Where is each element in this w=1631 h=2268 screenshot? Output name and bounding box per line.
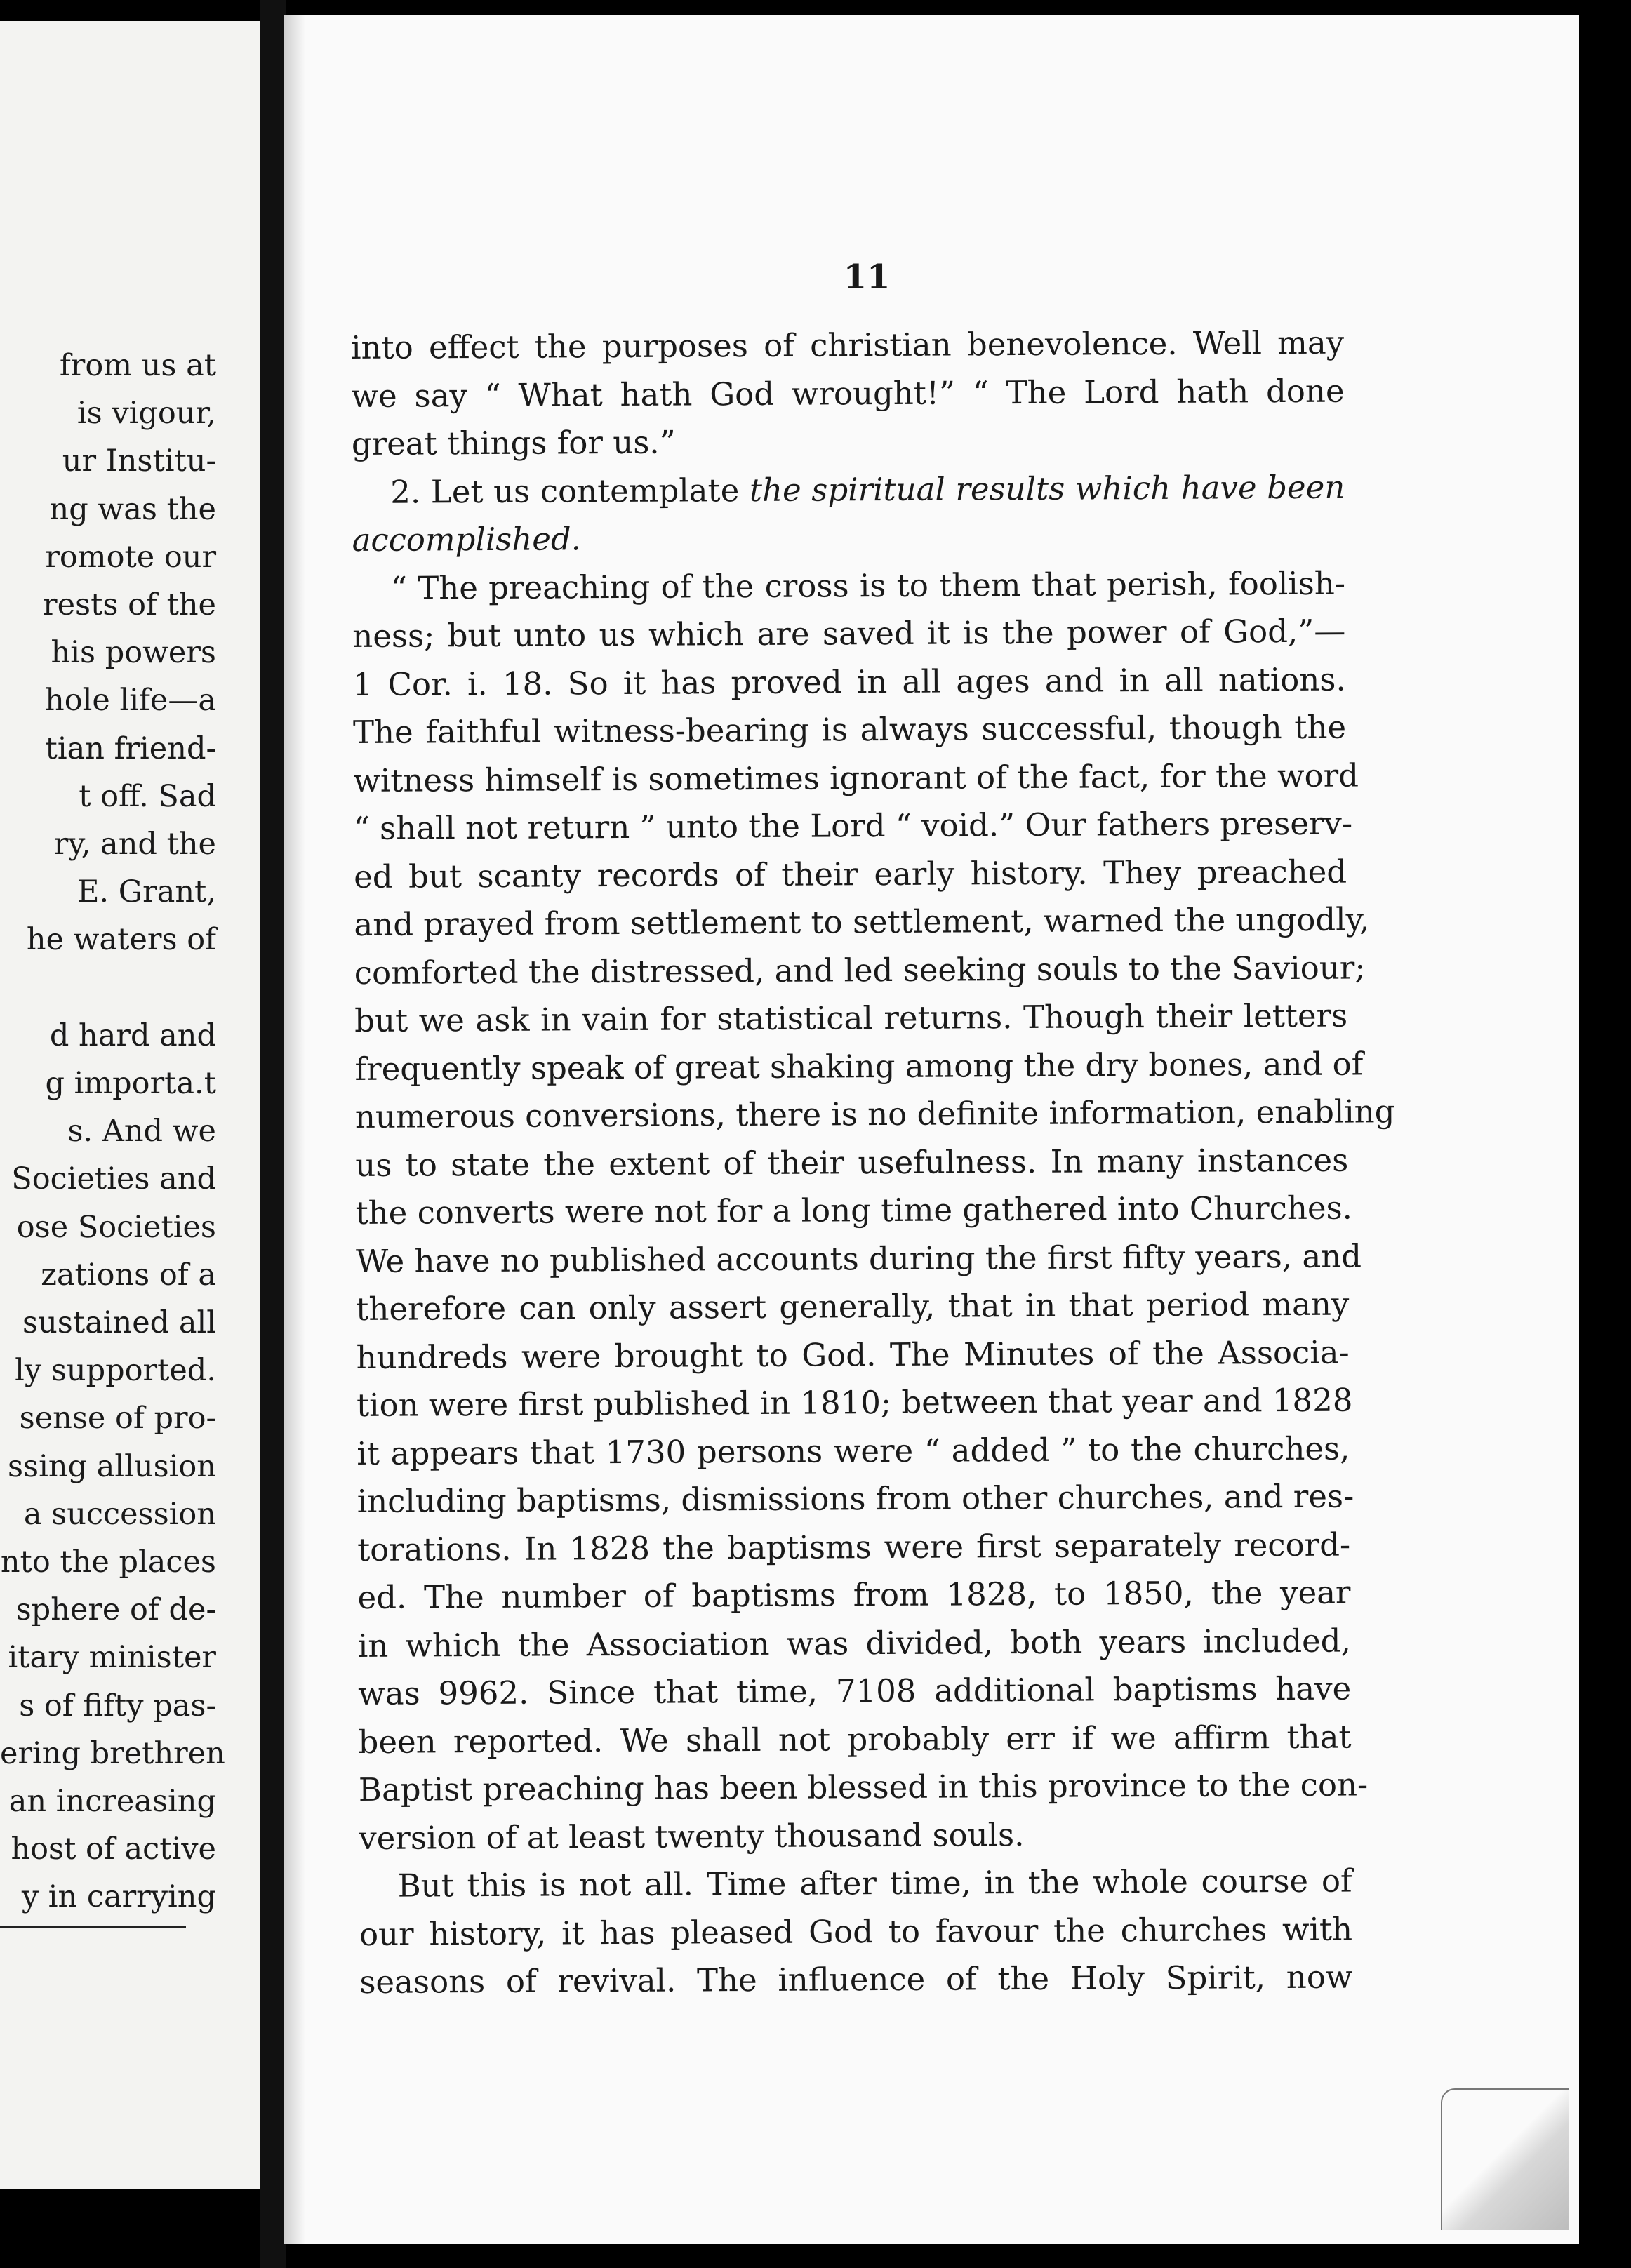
left-page-line: d hard and [49,1018,216,1053]
text-run: seasons of revival. The influence of the Holy Spirit, now [359,1958,1353,2001]
text-run: into effect the purposes of christian benevolence. Well may [351,323,1345,366]
left-page-line: ly supported. [15,1353,216,1389]
left-page-line: an increasing [8,1784,216,1819]
left-page-line: t off. Sad [79,778,216,814]
text-line [352,608,1345,661]
text-line [358,1713,1351,1766]
page-curl [1441,2088,1569,2230]
text-line [352,463,1345,516]
left-page-line: host of active [11,1832,216,1867]
text-line [357,1425,1350,1478]
book-gutter [260,0,286,2268]
text-line [356,1281,1349,1334]
text-run: But this is not all. Time after time, in the whole course of [397,1862,1352,1905]
text-line [353,752,1359,805]
text-line [358,1665,1351,1719]
left-page-line: ering brethren [0,1735,225,1771]
text-line [355,1232,1362,1286]
text-line [354,1040,1364,1093]
left-page-line: Societies and [11,1161,216,1197]
left-page-line: ur Institu- [62,443,216,479]
left-page-line: s. And we [67,1114,216,1149]
left-page-line: is vigour, [76,396,216,432]
left-page-line: ng was the [49,491,216,527]
left-page-line: from us at [59,348,216,383]
text-line [354,992,1347,1046]
text-run: witness himself is sometimes ignorant of the fact, for the word [353,756,1359,799]
text-run: we say “ What hath God wrought!” “ The Lord hath done [351,372,1345,415]
text-run: version of at least twenty thousand souls. [359,1815,1025,1857]
text-line [351,367,1344,420]
left-page [0,21,260,2189]
text-run: been reported. We shall not probably err if we affirm that [358,1718,1352,1761]
text-run: The faithful witness-bearing is always successful, though the [352,708,1347,751]
text-run: ness; but unto us which are saved it is the power of God,”— [352,612,1346,655]
text-run: our history, it has pleased God to favour the churches with [359,1910,1353,1953]
left-page-line: y in carrying [21,1879,216,1915]
text-line [357,1569,1350,1622]
text-run: ed but scanty records of their early history. They preached [353,853,1347,895]
right-page [284,15,1579,2244]
left-page-line: zations of a [41,1257,216,1293]
text-run: including baptisms, dismissions from other churches, and res- [357,1477,1354,1520]
left-page-line: ry, and the [53,827,216,862]
text-line [354,944,1366,997]
text-line [352,512,1345,565]
text-line [352,415,1345,469]
left-page-line: nto the places [0,1545,216,1580]
text-line [359,1809,1352,1862]
section-rule [0,1926,186,1928]
left-page-line: a succession [23,1496,216,1532]
text-run: numerous conversions, there is no definite information, enabling [354,1093,1395,1135]
left-page-line: hole life—a [45,683,216,719]
gutter-shadow [284,15,305,2244]
left-page-line: g importa.t [45,1066,216,1101]
text-run: tion were first published in 1810; between that year and 1828 [356,1381,1353,1424]
text-run: but we ask in vain for statistical returns. Though their letters [354,996,1348,1039]
left-page-line: itary minister [8,1640,216,1676]
text-line [357,1473,1354,1526]
text-line [353,655,1346,709]
text-run: comforted the distressed, and led seeking souls to the Saviour; [354,948,1366,992]
left-page-line: romote our [45,539,216,575]
text-line [359,1905,1352,1959]
left-page-line: he waters of [26,922,216,958]
text-run: ed. The number of baptisms from 1828, to 1850, the year [357,1573,1351,1616]
text-line [355,1136,1348,1189]
text-line [359,1954,1352,2007]
text-run: great things for us.” [351,423,676,462]
text-run: was 9962. Since that time, 7108 additional baptisms have [358,1669,1352,1712]
left-page-line: sphere of de- [15,1592,216,1628]
text-run: 2. Let us contemplate [390,471,750,511]
text-line [356,1377,1353,1430]
body-text [351,319,1395,2007]
left-page-line: ssing allusion [7,1448,216,1484]
text-run: torations. In 1828 the baptisms were first separately record- [357,1526,1351,1568]
page-number: 11 [843,258,891,297]
text-line [358,1761,1369,1815]
text-run: in which the Association was divided, both years included, [357,1622,1351,1665]
text-line [357,1521,1350,1574]
left-page-line: s of fifty pas- [19,1688,216,1723]
left-page-line: sustained all [22,1305,216,1340]
text-run: “ The preaching of the cross is to them that perish, foolish- [390,564,1346,607]
text-line [358,1617,1351,1670]
text-run: frequently speak of great shaking among the dry bones, and of [354,1044,1364,1088]
text-run: therefore can only assert generally, that in that period many [356,1285,1350,1328]
text-run: “ shall not return ” unto the Lord “ void.” Our fathers preserv- [353,804,1353,847]
left-page-line: his powers [51,635,216,671]
text-run: the converts were not for a long time gathered into Churches. [355,1189,1353,1232]
left-page-line: rests of the [43,587,216,622]
text-run: 1 Cor. i. 18. So it has proved in all ages and in all nations. [352,660,1346,703]
text-line [351,319,1344,373]
text-line [354,1088,1395,1142]
italic-run: the spiritual results which have been [749,468,1345,509]
left-page-line: tian friend- [45,731,216,766]
left-page-line: sense of pro- [19,1401,216,1436]
text-run: it appears that 1730 persons were “ added ” to the churches, [357,1429,1350,1472]
text-run: us to state the extent of their usefulness. In many instances [355,1141,1349,1184]
text-line [353,704,1346,757]
text-line [352,559,1345,613]
text-run: We have no published accounts during the first fifty years, and [355,1236,1362,1280]
text-run: and prayed from settlement to settlement, warned the ungodly, [354,900,1370,943]
left-page-line: E. Grant, [77,874,216,910]
left-page-line: ose Societies [16,1209,216,1245]
italic-run: accomplished. [352,520,582,559]
text-run: Baptist preaching has been blessed in this province to the con- [358,1766,1369,1808]
text-line [354,896,1370,949]
text-line [357,1328,1350,1382]
text-line [359,1857,1352,1911]
text-line [355,1185,1353,1238]
text-line [353,800,1353,853]
text-line [354,848,1347,901]
text-run: hundreds were brought to God. The Minutes of the Associa- [356,1333,1350,1376]
